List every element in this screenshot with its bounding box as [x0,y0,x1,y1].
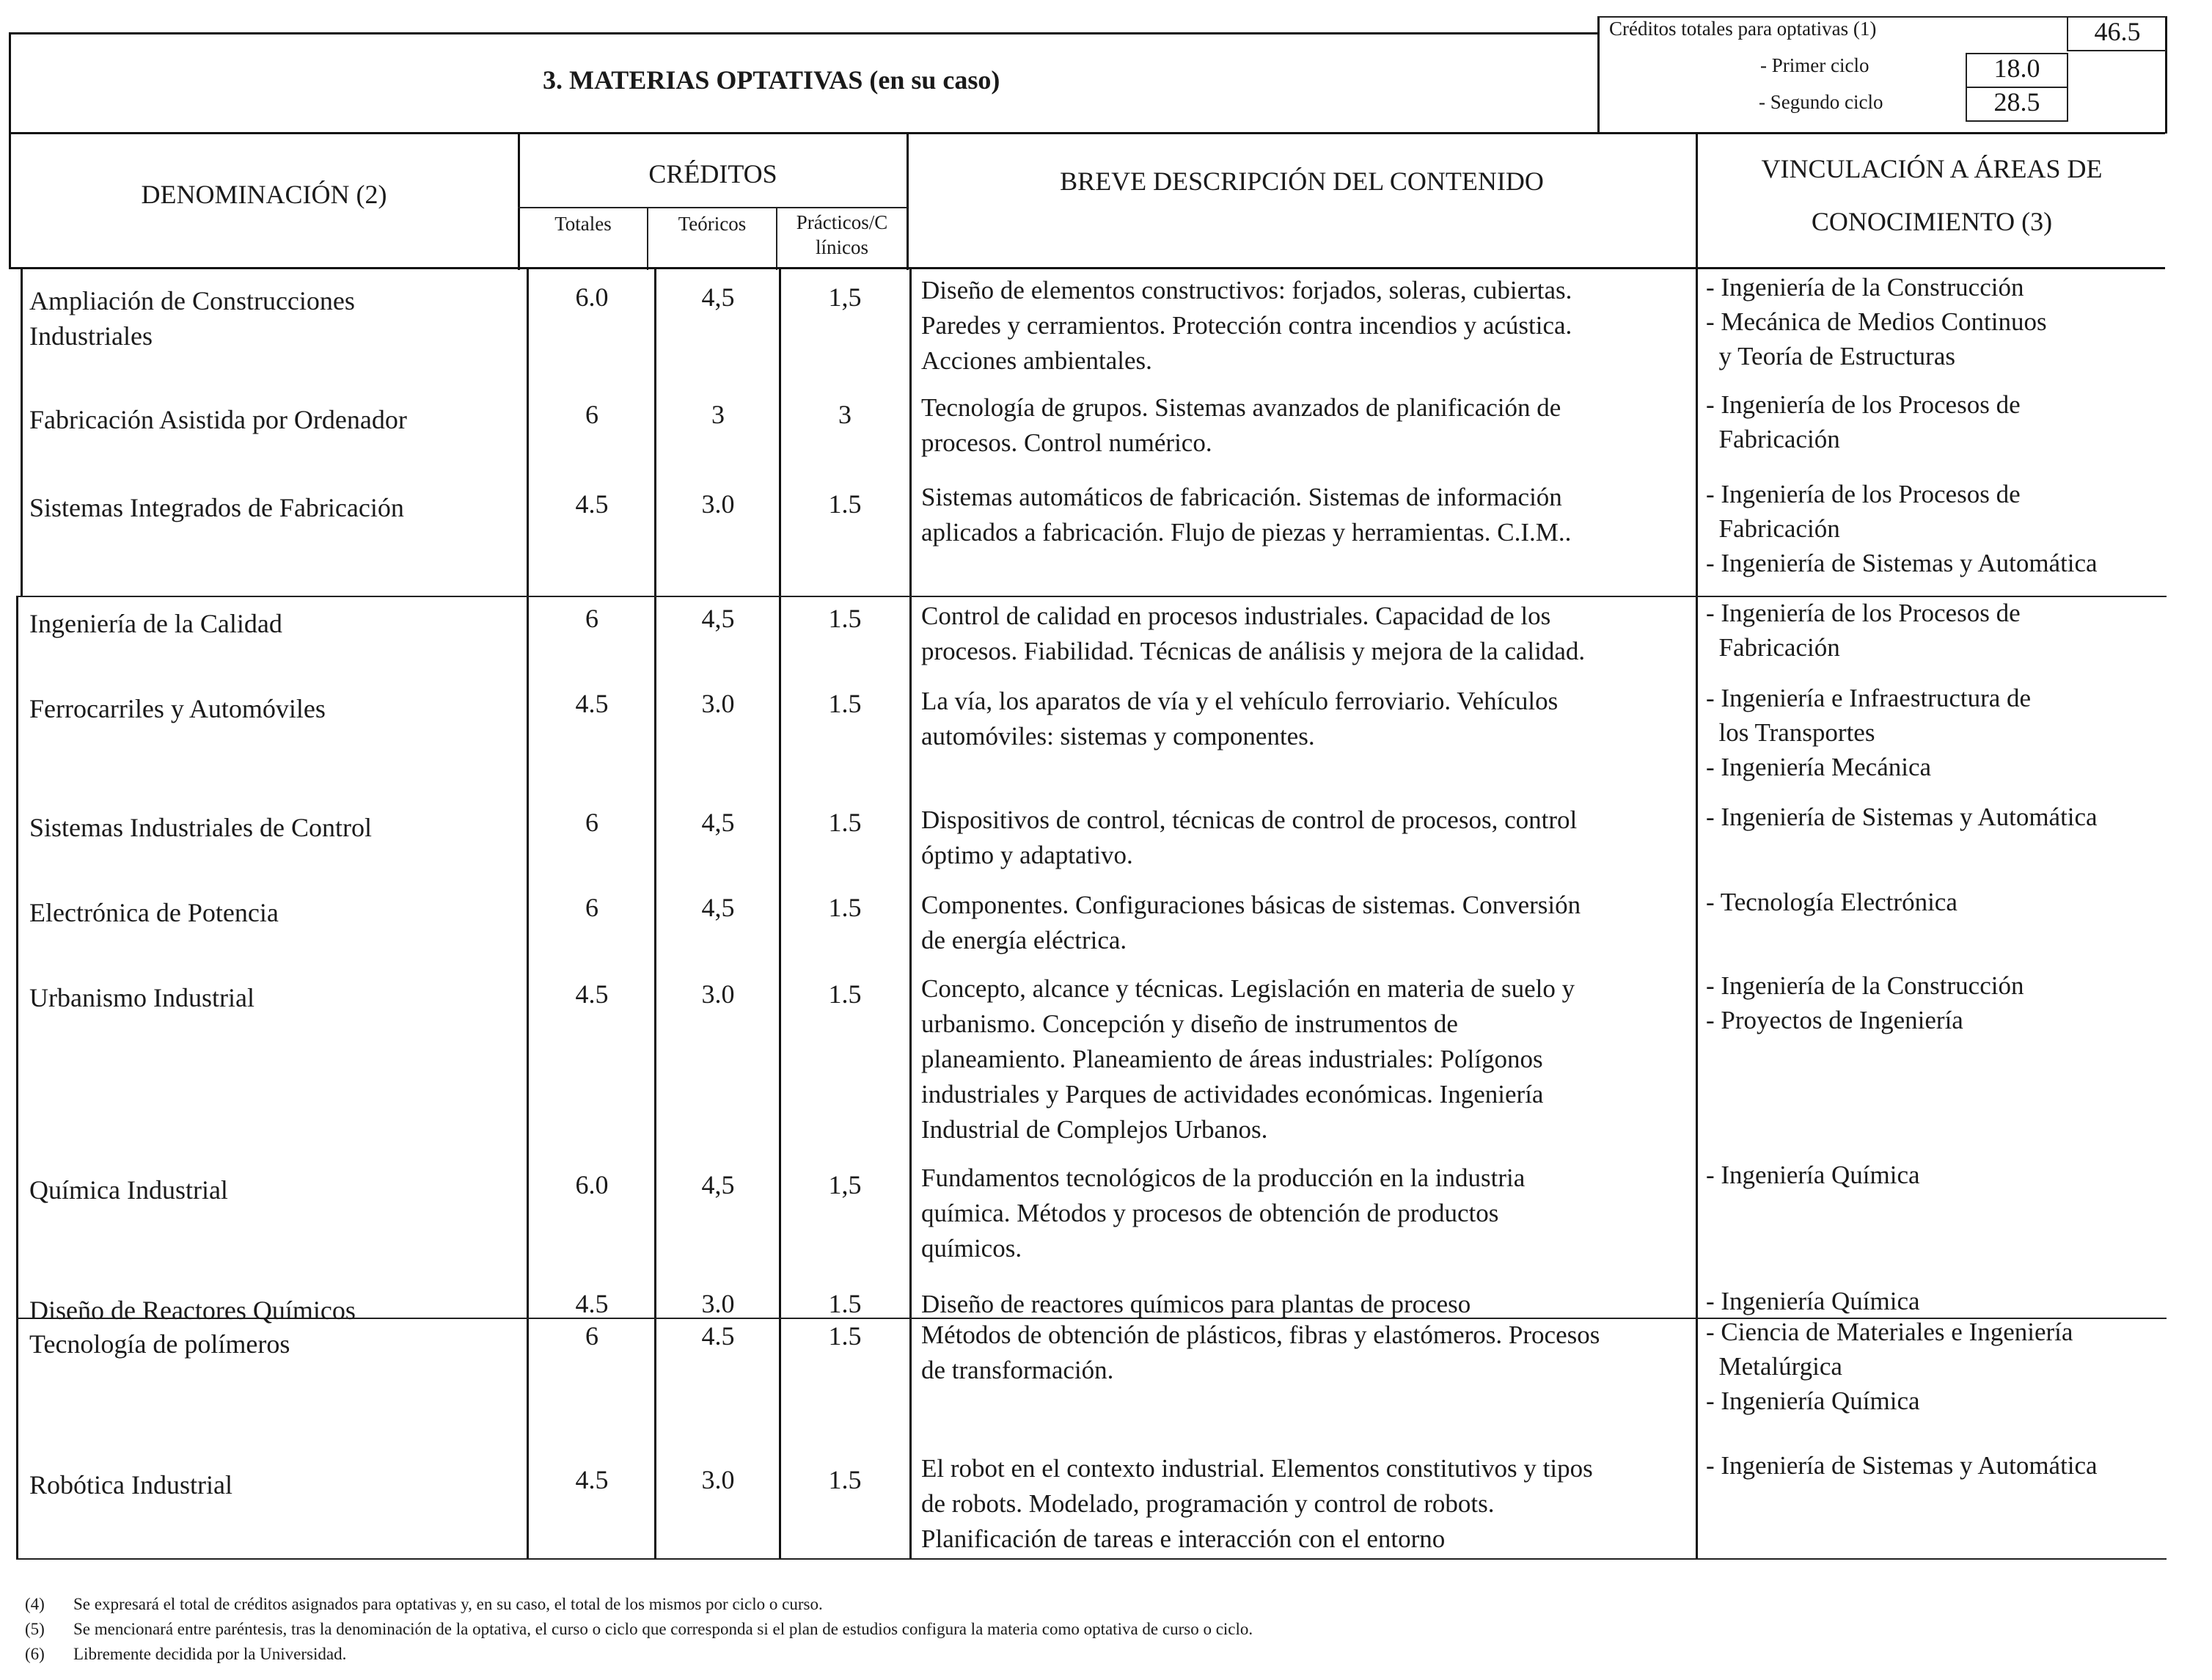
credits-totales: 4.5 [575,489,609,519]
knowledge-areas: - Ingeniería de la Construcción - Mecánica de Medios Continuos y Teoría de Estructuras [1706,273,2047,370]
col-totales: Totales [554,213,612,235]
subject-name: Sistemas Integrados de Fabricación [29,493,404,522]
col-creditos: CRÉDITOS [648,159,777,189]
subject-name: Ferrocarriles y Automóviles [29,694,326,723]
credits-totales: 6.0 [575,1170,609,1199]
credits-practicos: 1.5 [828,489,862,519]
credits-totales: 4.5 [575,689,609,718]
credits-totales: 6 [585,893,598,922]
knowledge-areas: - Ingeniería Química [1706,1161,1920,1189]
subject-name: Urbanismo Industrial [29,983,254,1012]
subject-name: Ampliación de Construcciones Industriales [29,286,355,351]
credits-totales: 4.5 [575,1465,609,1494]
credits-total-value: 46.5 [2094,17,2141,46]
footnote-5: (5) Se mencionará entre paréntesis, tras la denominación de la optativa, el curso o ciclo que corresponda si el plan de estudios configura la materia como optativa de curso o ciclo. [25,1620,1253,1638]
col-descripcion: BREVE DESCRIPCIÓN DEL CONTENIDO [1060,167,1544,196]
subject-name: Fabricación Asistida por Ordenador [29,405,407,434]
credits-teoricos: 4.5 [701,1321,735,1351]
knowledge-areas: - Ingeniería de la Construcción - Proyectos de Ingeniería [1706,971,2024,1034]
subject-description: El robot en el contexto industrial. Elementos constitutivos y tipos de robots. Modelado, programación y control de robots. Planificación de tareas e interacción con el entorno [921,1454,1593,1553]
knowledge-areas: - Ingeniería de los Procesos de Fabricación [1706,390,2021,453]
subject-name: Tecnología de polímeros [29,1329,290,1359]
subject-description: Diseño de elementos constructivos: forjados, soleras, cubiertas. Paredes y cerramientos. Protección contra incendios y acústica. Acciones ambientales. [921,276,1572,375]
credits-totales: 6.0 [575,282,609,312]
credits-practicos: 1.5 [828,1289,862,1318]
subject-name: Electrónica de Potencia [29,898,279,927]
second-cycle-label: - Segundo ciclo [1759,91,1883,113]
credits-totales: 6 [585,808,598,837]
subject-description: Tecnología de grupos. Sistemas avanzados de planificación de procesos. Control numérico. [921,393,1561,457]
credits-totales: 6 [585,604,598,633]
col-teoricos: Teóricos [678,213,747,235]
section-title: 3. MATERIAS OPTATIVAS (en su caso) [543,65,1000,95]
credits-practicos: 1.5 [828,808,862,837]
credits-teoricos: 4,5 [701,808,735,837]
credits-teoricos: 3.0 [701,1465,735,1494]
knowledge-areas: - Ingeniería de los Procesos de Fabricación [1706,599,2021,662]
credits-teoricos: 3.0 [701,489,735,519]
credits-teoricos: 4,5 [701,282,735,312]
knowledge-areas: - Ciencia de Materiales e Ingeniería Metalúrgica - Ingeniería Química [1706,1318,2073,1415]
credits-practicos: 1.5 [828,979,862,1009]
knowledge-areas: - Ingeniería Química [1706,1287,1920,1315]
credits-teoricos: 4,5 [701,604,735,633]
credits-totales: 6 [585,400,598,429]
credits-teoricos: 3.0 [701,1289,735,1318]
second-cycle-value: 28.5 [1993,87,2040,117]
subject-name: Diseño de Reactores Químicos [29,1296,356,1325]
subject-name: Robótica Industrial [29,1470,232,1500]
credits-practicos: 1.5 [828,893,862,922]
knowledge-areas: - Ingeniería de los Procesos de Fabricación - Ingeniería de Sistemas y Automática [1706,480,2098,577]
subject-description: Métodos de obtención de plásticos, fibras y elastómeros. Procesos de transformación. [921,1321,1600,1384]
credits-teoricos: 3.0 [701,689,735,718]
subject-description: La vía, los aparatos de vía y el vehículo ferroviario. Vehículos automóviles: sistemas y componentes. [921,687,1559,750]
credits-teoricos: 4,5 [701,893,735,922]
first-cycle-value: 18.0 [1993,54,2040,83]
credits-practicos: 1,5 [828,1170,862,1199]
credits-totales: 4.5 [575,1289,609,1318]
subject-description: Concepto, alcance y técnicas. Legislación en materia de suelo y urbanismo. Concepción y diseño de instrumentos de planeamiento. Planeamiento de áreas industriales: Polígonos industriales y Parques de actividades económicas. Ingeniería Industrial de Complejos Urbanos. [921,974,1575,1144]
credits-practicos: 1.5 [828,689,862,718]
subject-description: Sistemas automáticos de fabricación. Sistemas de información aplicados a fabricación. Flujo de piezas y herramientas. C.I.M.. [921,483,1572,547]
col-practicos: Prácticos/C línicos [796,211,888,258]
subject-description: Dispositivos de control, técnicas de control de procesos, control óptimo y adaptativo. [921,806,1578,869]
subject-description: Fundamentos tecnológicos de la producción en la industria química. Métodos y procesos de obtención de productos químicos. [921,1164,1526,1263]
subject-description: Control de calidad en procesos industriales. Capacidad de los procesos. Fiabilidad. Técnicas de análisis y mejora de la calidad. [921,602,1586,665]
col-vinculacion: VINCULACIÓN A ÁREAS DE CONOCIMIENTO (3) [1761,154,2103,236]
credits-practicos: 3 [838,400,852,429]
credits-total-label: Créditos totales para optativas (1) [1609,18,1877,40]
credits-teoricos: 3.0 [701,979,735,1009]
knowledge-areas: - Tecnología Electrónica [1706,888,1958,916]
credits-practicos: 1.5 [828,604,862,633]
footnote-4: (4) Se expresará el total de créditos asignados para optativas y, en su caso, el total de los mismos por ciclo o curso. [25,1595,823,1613]
subject-description: Componentes. Configuraciones básicas de sistemas. Conversión de energía eléctrica. [921,891,1581,954]
footnote-6: (6) Libremente decidida por la Universidad. [25,1645,347,1663]
subject-name: Ingeniería de la Calidad [29,609,282,638]
first-cycle-label: - Primer ciclo [1760,54,1869,76]
col-denominacion: DENOMINACIÓN (2) [141,180,387,209]
knowledge-areas: - Ingeniería de Sistemas y Automática [1706,803,2098,831]
credits-teoricos: 3 [711,400,725,429]
knowledge-areas: - Ingeniería e Infraestructura de los Transportes - Ingeniería Mecánica [1706,684,2032,781]
credits-practicos: 1.5 [828,1465,862,1494]
credits-practicos: 1,5 [828,282,862,312]
credits-teoricos: 4,5 [701,1170,735,1199]
credits-totales: 6 [585,1321,598,1351]
credits-practicos: 1.5 [828,1321,862,1351]
credits-totales: 4.5 [575,979,609,1009]
knowledge-areas: - Ingeniería de Sistemas y Automática [1706,1451,2098,1480]
subject-description: Diseño de reactores químicos para plantas de proceso [921,1290,1471,1318]
subject-name: Sistemas Industriales de Control [29,813,372,842]
subject-name: Química Industrial [29,1175,228,1205]
